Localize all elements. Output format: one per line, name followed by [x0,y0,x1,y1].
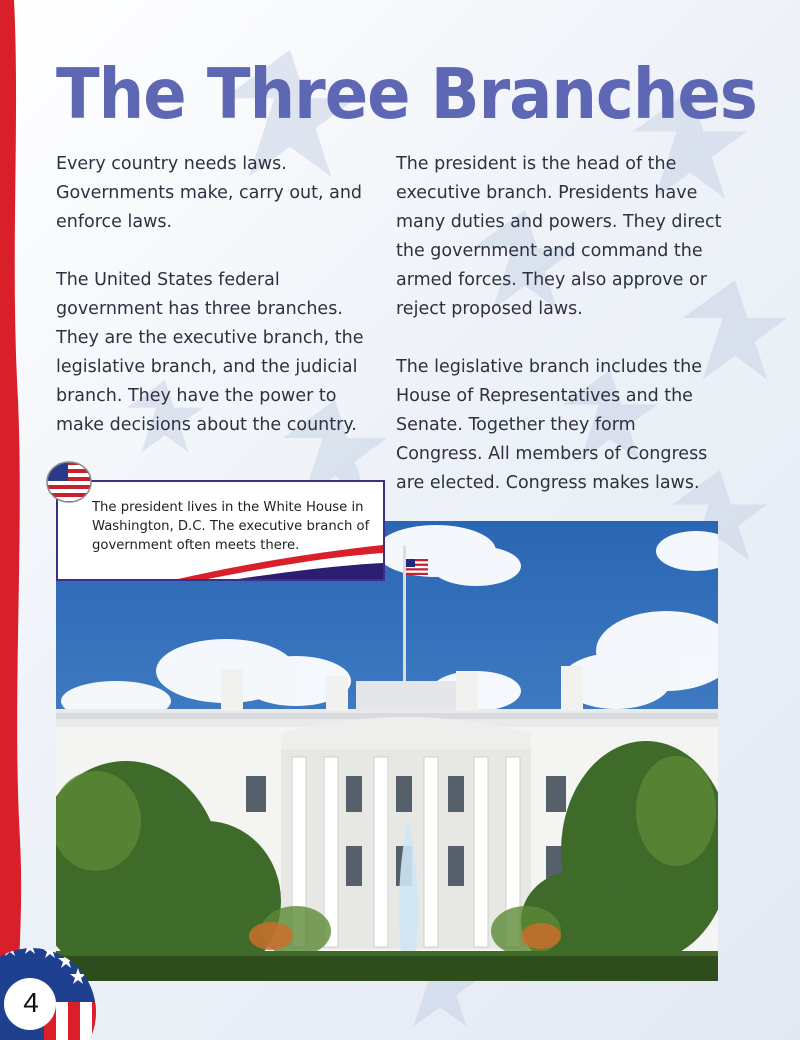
photo-caption [56,480,385,581]
red-stripe-border [0,0,26,1040]
flag-swoosh-decoration [58,539,383,579]
paragraph: Every country needs laws. Governments make, carry out, and enforce laws. [56,154,363,232]
right-column [396,150,726,527]
white-house-photo [56,521,718,981]
page-number: 4 [23,987,39,1018]
flag-badge-icon [46,461,92,503]
paragraph: The president is the head of the executive branch. Presidents have many duties and powers. They direct the government and command the armed forces. They also approve or reject proposed laws. [396,154,722,319]
left-column [56,150,374,469]
page-title: The Three Branches [56,55,757,136]
page-number-badge-icon [0,932,100,1040]
caption-text: The president lives in the White House in Washington, D.C. The executive branch of government often meets there. [92,500,370,553]
paragraph: The legislative branch includes the House of Representatives and the Senate. Together they form Congress. All members of Congress are elected. Congress makes laws. [396,357,708,493]
paragraph: The United States federal government has three branches. They are the executive branch, the legislative branch, and the judicial branch. They have the power to make decisions about the country. [56,270,364,435]
